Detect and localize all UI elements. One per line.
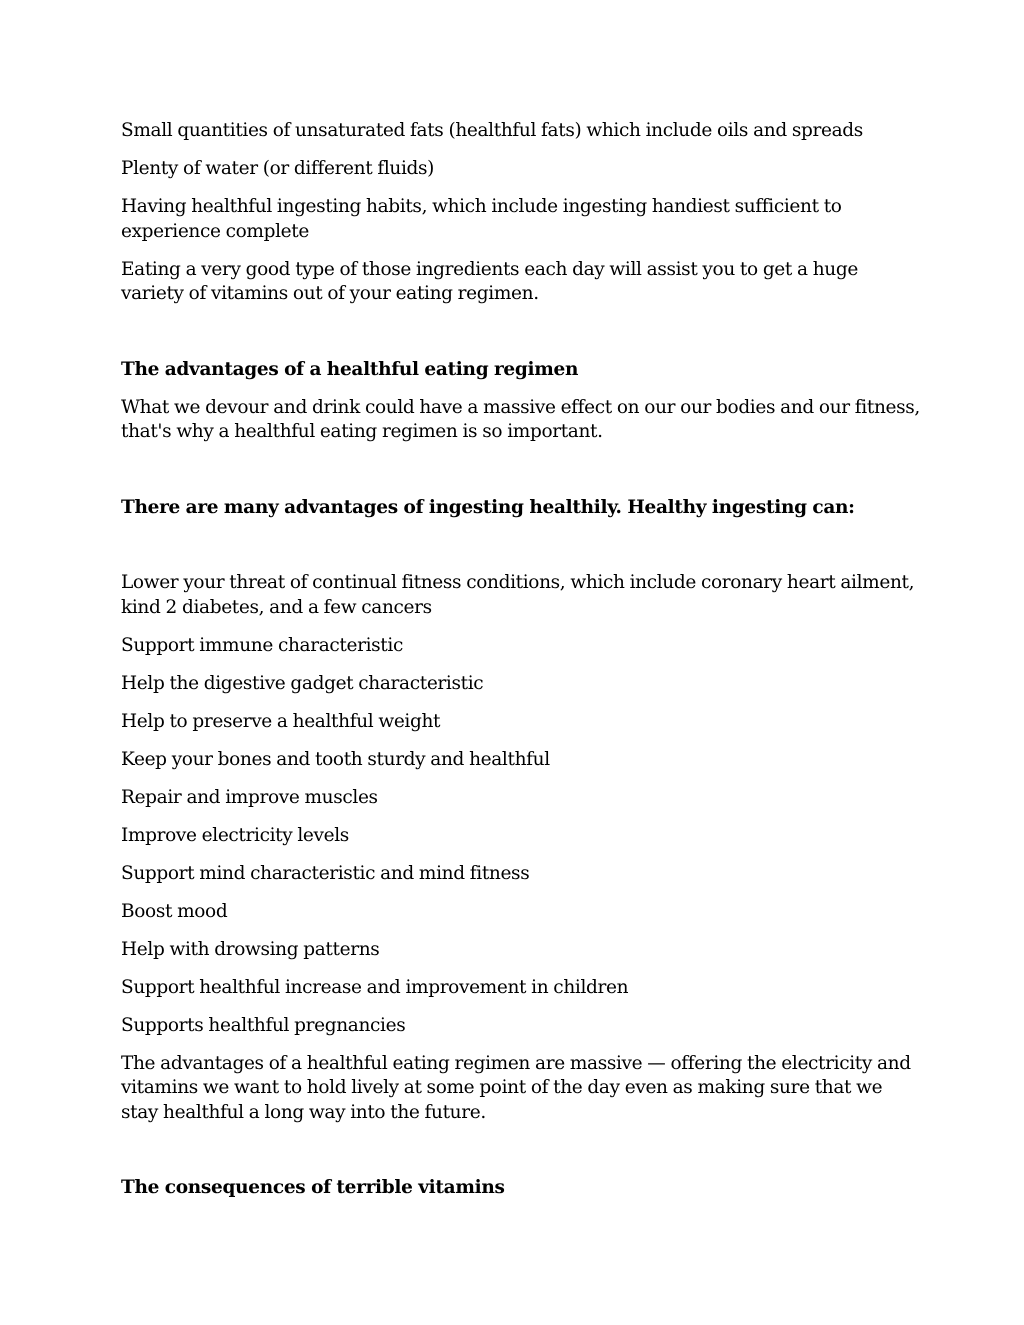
benefit-item: Support immune characteristic xyxy=(121,634,403,656)
paragraph-advantages-summary: The advantages of a healthful eating regimen are massive — offering the electricity and vitamins we want to hold lively at some point of the day even as making sure that we stay healthful a long way into the future. xyxy=(121,1052,911,1123)
paragraph-eating-habits: Having healthful ingesting habits, which include ingesting handiest sufficient to experience complete xyxy=(121,196,842,242)
benefit-item: Help with drowsing patterns xyxy=(121,938,380,960)
heading-benefits-intro: There are many advantages of ingesting healthily. Healthy ingesting can: xyxy=(121,496,855,518)
benefit-item: Boost mood xyxy=(121,900,228,922)
paragraph-variety: Eating a very good type of those ingredients each day will assist you to get a huge variety of vitamins out of your eating regimen. xyxy=(121,258,858,304)
benefit-item: Support mind characteristic and mind fitness xyxy=(121,862,530,884)
paragraph-water: Plenty of water (or different fluids) xyxy=(121,158,435,179)
benefit-item: Help the digestive gadget characteristic xyxy=(121,672,484,694)
benefit-item: Lower your threat of continual fitness conditions, which include coronary heart ailment, kind 2 diabetes, and a few cancers xyxy=(121,572,915,618)
benefit-item: Help to preserve a healthful weight xyxy=(121,710,441,732)
paragraph-unsaturated-fats: Small quantities of unsaturated fats (healthful fats) which include oils and spreads xyxy=(121,120,863,141)
benefit-item: Keep your bones and tooth sturdy and healthful xyxy=(121,748,550,770)
benefit-item: Supports healthful pregnancies xyxy=(121,1014,406,1036)
document-page xyxy=(121,119,921,1214)
benefit-item: Support healthful increase and improvement in children xyxy=(121,976,629,998)
heading-advantages: The advantages of a healthful eating regimen xyxy=(121,358,579,380)
benefit-item: Improve electricity levels xyxy=(121,824,349,846)
benefit-item: Repair and improve muscles xyxy=(121,786,378,808)
heading-consequences: The consequences of terrible vitamins xyxy=(121,1177,505,1198)
paragraph-diet-effect: What we devour and drink could have a massive effect on our our bodies and our fitness, that's why a healthful eating regimen is so important. xyxy=(121,396,920,442)
